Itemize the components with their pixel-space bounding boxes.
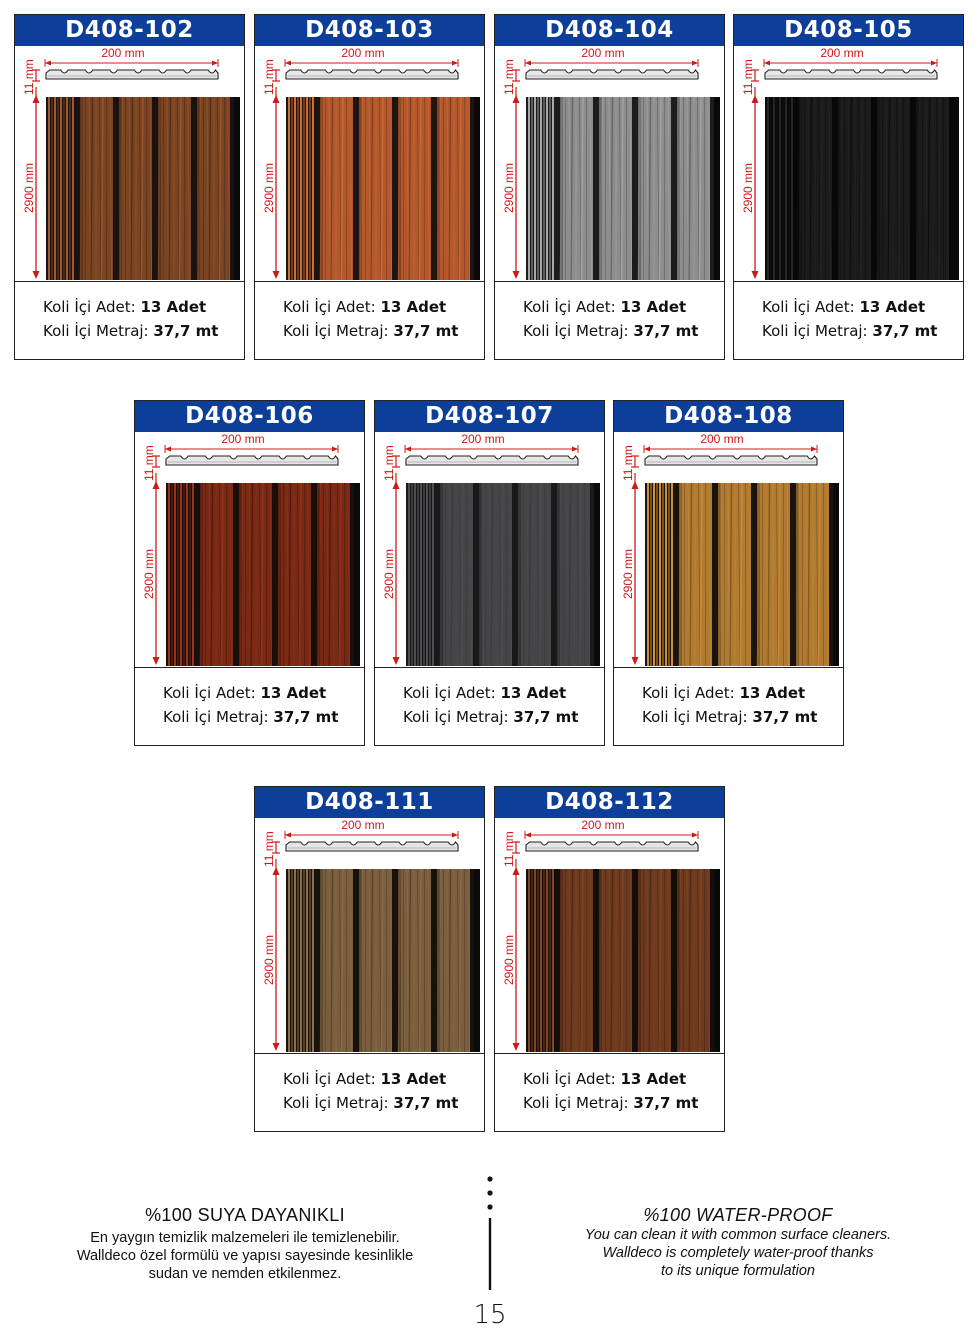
product-code: D408-112: [495, 787, 724, 818]
product-card: [733, 14, 964, 360]
count-label: Koli İçi Adet:: [762, 298, 860, 316]
height-arrow: [261, 865, 291, 1065]
count-line: [642, 684, 805, 702]
product-code: D408-111: [255, 787, 484, 818]
count-label: Koli İçi Adet:: [163, 684, 261, 702]
count-line: [283, 298, 446, 316]
metraj-value: 37,7 mt: [633, 322, 699, 340]
metraj-label: Koli İçi Metraj:: [523, 1094, 634, 1112]
width-label: 200 mm: [820, 46, 864, 60]
product-card: [254, 786, 485, 1132]
metraj-line: [523, 322, 698, 340]
count-label: Koli İçi Adet:: [523, 1070, 621, 1088]
metraj-label: Koli İçi Metraj:: [523, 322, 634, 340]
panel-sample: [166, 483, 360, 666]
footer-line-en-3: to its unique formulation: [661, 1263, 815, 1279]
depth-label: 11 mm: [502, 59, 516, 95]
height-label: 2900 mm: [621, 548, 635, 599]
panel-sample: [46, 97, 240, 280]
height-arrow: [21, 93, 51, 293]
product-code: D408-104: [495, 15, 724, 46]
product-card: [613, 400, 844, 746]
footer-line-en-2: Walldeco is completely water-proof thanks: [602, 1245, 874, 1261]
metraj-label: Koli İçi Metraj:: [283, 1094, 394, 1112]
height-label: 2900 mm: [382, 548, 396, 599]
depth-label: 11 mm: [262, 831, 276, 867]
product-card: [254, 14, 485, 360]
metraj-line: [403, 708, 578, 726]
product-code: D408-108: [614, 401, 843, 432]
product-code: D408-102: [15, 15, 244, 46]
count-line: [43, 298, 206, 316]
panel-sample: [645, 483, 839, 666]
width-label: 200 mm: [221, 432, 265, 446]
footer-line-tr-3: sudan ve nemden etkilenmez.: [148, 1266, 342, 1282]
metraj-value: 37,7 mt: [513, 708, 579, 726]
profile-diagram: [255, 15, 484, 97]
depth-label: 11 mm: [22, 59, 36, 95]
height-label: 2900 mm: [22, 162, 36, 213]
metraj-value: 37,7 mt: [872, 322, 938, 340]
height-arrow: [501, 93, 531, 293]
count-value: 13 Adet: [380, 1070, 447, 1088]
product-code: D408-103: [255, 15, 484, 46]
count-label: Koli İçi Adet:: [43, 298, 141, 316]
profile-diagram: [375, 401, 604, 483]
count-line: [403, 684, 566, 702]
count-value: 13 Adet: [260, 684, 327, 702]
product-card: [14, 14, 245, 360]
footer-line-tr-2: Walldeco özel formülü ve yapısı sayesinde kesinlikle: [76, 1248, 414, 1264]
depth-label: 11 mm: [262, 59, 276, 95]
count-value: 13 Adet: [620, 298, 687, 316]
metraj-line: [43, 322, 218, 340]
depth-label: 11 mm: [142, 445, 156, 481]
metraj-value: 37,7 mt: [393, 1094, 459, 1112]
width-label: 200 mm: [581, 818, 625, 832]
height-arrow: [261, 93, 291, 293]
metraj-label: Koli İçi Metraj:: [163, 708, 274, 726]
depth-label: 11 mm: [741, 59, 755, 95]
product-code: D408-105: [734, 15, 963, 46]
product-card: [134, 400, 365, 746]
metraj-label: Koli İçi Metraj:: [283, 322, 394, 340]
count-label: Koli İçi Adet:: [283, 1070, 381, 1088]
panel-sample: [526, 869, 720, 1052]
product-card: [374, 400, 605, 746]
panel-sample: [526, 97, 720, 280]
metraj-label: Koli İçi Metraj:: [762, 322, 873, 340]
depth-label: 11 mm: [621, 445, 635, 481]
footer-title-tr: %100 SUYA DAYANIKLI: [145, 1205, 345, 1225]
footer-title-en: %100 WATER-PROOF: [643, 1205, 833, 1225]
panel-sample: [765, 97, 959, 280]
width-label: 200 mm: [700, 432, 744, 446]
metraj-line: [283, 322, 458, 340]
metraj-line: [523, 1094, 698, 1112]
count-value: 13 Adet: [620, 1070, 687, 1088]
metraj-label: Koli İçi Metraj:: [642, 708, 753, 726]
count-value: 13 Adet: [140, 298, 207, 316]
count-value: 13 Adet: [859, 298, 926, 316]
profile-diagram: [495, 787, 724, 869]
width-label: 200 mm: [341, 818, 385, 832]
count-line: [163, 684, 326, 702]
footer-waterproof-tr: [60, 1205, 430, 1283]
count-line: [283, 1070, 446, 1088]
metraj-value: 37,7 mt: [633, 1094, 699, 1112]
product-card: [494, 14, 725, 360]
depth-label: 11 mm: [382, 445, 396, 481]
count-value: 13 Adet: [380, 298, 447, 316]
metraj-line: [163, 708, 338, 726]
profile-diagram: [614, 401, 843, 483]
panel-sample: [286, 869, 480, 1052]
height-arrow: [501, 865, 531, 1065]
footer-line-en-1: You can clean it with common surface cleaners.: [584, 1227, 892, 1243]
height-label: 2900 mm: [502, 162, 516, 213]
metraj-value: 37,7 mt: [273, 708, 339, 726]
count-value: 13 Adet: [500, 684, 567, 702]
page-number: 15: [473, 1300, 507, 1330]
product-code: D408-107: [375, 401, 604, 432]
height-label: 2900 mm: [262, 934, 276, 985]
height-label: 2900 mm: [502, 934, 516, 985]
product-code: D408-106: [135, 401, 364, 432]
metraj-line: [642, 708, 817, 726]
width-label: 200 mm: [341, 46, 385, 60]
width-label: 200 mm: [101, 46, 145, 60]
profile-diagram: [135, 401, 364, 483]
count-value: 13 Adet: [739, 684, 806, 702]
count-line: [762, 298, 925, 316]
width-label: 200 mm: [581, 46, 625, 60]
height-arrow: [740, 93, 770, 293]
footer-divider: [484, 1172, 496, 1292]
footer-waterproof-en: [560, 1205, 916, 1280]
metraj-value: 37,7 mt: [393, 322, 459, 340]
profile-diagram: [495, 15, 724, 97]
profile-diagram: [255, 787, 484, 869]
profile-diagram: [734, 15, 963, 97]
height-label: 2900 mm: [262, 162, 276, 213]
panel-sample: [286, 97, 480, 280]
panel-sample: [406, 483, 600, 666]
height-label: 2900 mm: [741, 162, 755, 213]
product-card: [494, 786, 725, 1132]
height-arrow: [620, 479, 650, 679]
metraj-value: 37,7 mt: [153, 322, 219, 340]
profile-diagram: [15, 15, 244, 97]
height-label: 2900 mm: [142, 548, 156, 599]
depth-label: 11 mm: [502, 831, 516, 867]
metraj-label: Koli İçi Metraj:: [43, 322, 154, 340]
height-arrow: [141, 479, 171, 679]
count-label: Koli İçi Adet:: [403, 684, 501, 702]
count-line: [523, 298, 686, 316]
count-label: Koli İçi Adet:: [283, 298, 381, 316]
metraj-label: Koli İçi Metraj:: [403, 708, 514, 726]
count-line: [523, 1070, 686, 1088]
height-arrow: [381, 479, 411, 679]
metraj-value: 37,7 mt: [752, 708, 818, 726]
footer-line-tr-1: En yaygın temizlik malzemeleri ile temizlenebilir.: [90, 1230, 400, 1246]
metraj-line: [283, 1094, 458, 1112]
count-label: Koli İçi Adet:: [642, 684, 740, 702]
metraj-line: [762, 322, 937, 340]
count-label: Koli İçi Adet:: [523, 298, 621, 316]
width-label: 200 mm: [461, 432, 505, 446]
